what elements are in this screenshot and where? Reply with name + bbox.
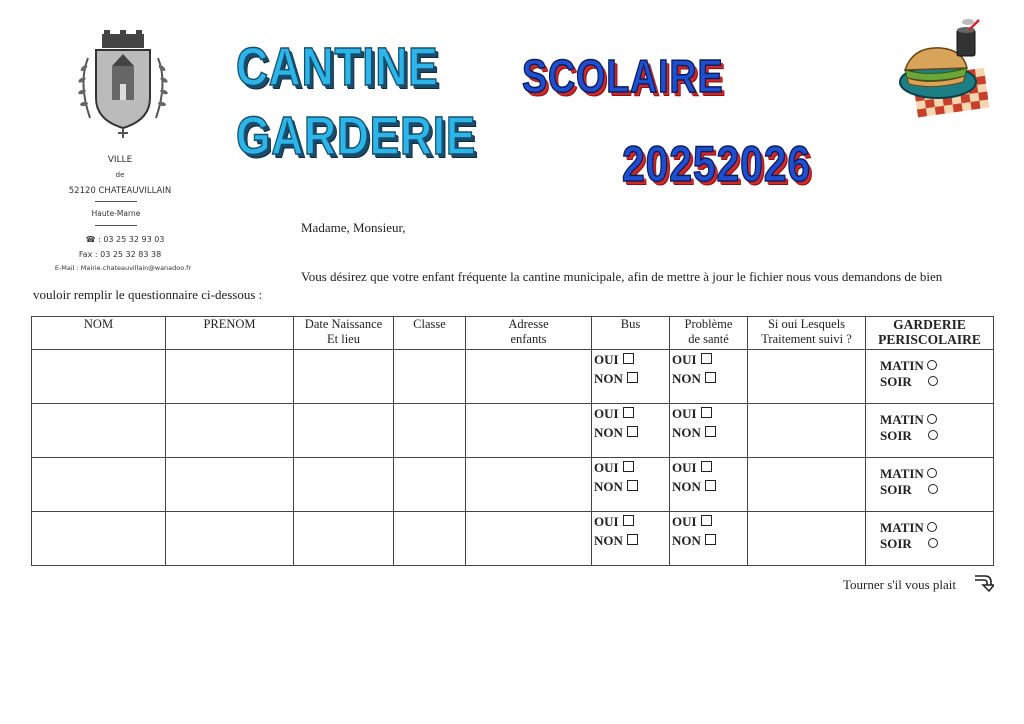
col-header-adresse: Adresse enfants: [466, 317, 592, 350]
cell-classe[interactable]: [394, 458, 466, 512]
cell-classe[interactable]: [394, 350, 466, 404]
radio-icon[interactable]: [927, 522, 937, 532]
col-header-prenom: PRENOM: [166, 317, 294, 350]
cell-nom[interactable]: [32, 350, 166, 404]
cell-nom[interactable]: [32, 404, 166, 458]
cell-classe[interactable]: [394, 404, 466, 458]
title-cantine: CANTINE: [236, 37, 439, 97]
sante-oui-option[interactable]: OUI: [670, 512, 747, 531]
bus-non-option[interactable]: NON: [592, 477, 669, 496]
cell-nom[interactable]: [32, 458, 166, 512]
checkbox-icon[interactable]: [627, 534, 638, 545]
fax-number: Fax : 03 25 32 83 38: [78, 250, 162, 259]
checkbox-icon[interactable]: [701, 353, 712, 364]
cell-prenom[interactable]: [166, 404, 294, 458]
cell-garderie: [866, 458, 994, 512]
col-header-garderie-periscolaire: GARDERIE PERISCOLAIRE: [866, 317, 994, 350]
col-header-bus: Bus: [592, 317, 670, 350]
cell-garderie: [866, 512, 994, 566]
cell-adresse[interactable]: [466, 350, 592, 404]
cell-date-naissance[interactable]: [294, 404, 394, 458]
cell-classe[interactable]: [394, 512, 466, 566]
radio-icon[interactable]: [927, 414, 937, 424]
garderie-matin-option[interactable]: MATIN: [880, 466, 993, 482]
cell-probleme-sante: [670, 458, 748, 512]
email-address: E-Mail : Mairie.chateauvillain@wanadoo.fr: [54, 264, 192, 272]
cell-prenom[interactable]: [166, 458, 294, 512]
garderie-matin-option[interactable]: MATIN: [880, 412, 993, 428]
checkbox-icon[interactable]: [623, 461, 634, 472]
divider: [95, 225, 137, 226]
checkbox-icon[interactable]: [627, 480, 638, 491]
cell-bus: [592, 350, 670, 404]
cell-date-naissance[interactable]: [294, 458, 394, 512]
bus-oui-option[interactable]: OUI: [592, 350, 669, 369]
sante-oui-option[interactable]: OUI: [670, 458, 747, 477]
col-header-nom: NOM: [32, 317, 166, 350]
title-garderie: GARDERIE: [236, 106, 477, 166]
cell-probleme-sante: [670, 350, 748, 404]
checkbox-icon[interactable]: [701, 461, 712, 472]
radio-icon[interactable]: [928, 376, 938, 386]
department: Haute-Marne: [91, 209, 141, 218]
garderie-matin-option[interactable]: MATIN: [880, 520, 993, 536]
postal-city: 52120 CHATEAUVILLAIN: [68, 186, 172, 196]
cell-probleme-sante: [670, 512, 748, 566]
sante-oui-option[interactable]: OUI: [670, 404, 747, 423]
cell-date-naissance[interactable]: [294, 512, 394, 566]
radio-icon[interactable]: [927, 468, 937, 478]
radio-icon[interactable]: [928, 430, 938, 440]
garderie-soir-option[interactable]: SOIR: [880, 374, 993, 390]
garderie-matin-option[interactable]: MATIN: [880, 358, 993, 374]
bus-non-option[interactable]: NON: [592, 369, 669, 388]
bus-non-option[interactable]: NON: [592, 531, 669, 550]
phone-number: ☎ : 03 25 32 93 03: [85, 235, 165, 244]
greeting: Madame, Monsieur,: [301, 220, 406, 235]
col-header-classe: Classe: [394, 317, 466, 350]
garderie-soir-option[interactable]: SOIR: [880, 428, 993, 444]
food-tray-icon: [893, 18, 993, 120]
checkbox-icon[interactable]: [623, 515, 634, 526]
sante-oui-option[interactable]: OUI: [670, 350, 747, 369]
checkbox-icon[interactable]: [705, 534, 716, 545]
cell-nom[interactable]: [32, 512, 166, 566]
bus-oui-option[interactable]: OUI: [592, 458, 669, 477]
bus-oui-option[interactable]: OUI: [592, 512, 669, 531]
cell-prenom[interactable]: [166, 512, 294, 566]
checkbox-icon[interactable]: [701, 407, 712, 418]
checkbox-icon[interactable]: [623, 407, 634, 418]
col-header-date-naissance: Date Naissance Et lieu: [294, 317, 394, 350]
title-year: 20252026: [622, 136, 811, 192]
cell-garderie: [866, 404, 994, 458]
table-row: [32, 350, 994, 404]
sante-non-option[interactable]: NON: [670, 531, 747, 550]
cell-bus: [592, 404, 670, 458]
table-header-row: [32, 317, 994, 350]
bus-oui-option[interactable]: OUI: [592, 404, 669, 423]
divider: [95, 201, 137, 202]
cell-adresse[interactable]: [466, 404, 592, 458]
city-coat-of-arms-icon: [76, 28, 170, 140]
turn-page-note: Tourner s'il vous plait: [843, 577, 957, 592]
intro-line-2: vouloir remplir le questionnaire ci-dessous :: [33, 287, 263, 302]
checkbox-icon[interactable]: [627, 426, 638, 437]
cell-probleme-sante: [670, 404, 748, 458]
radio-icon[interactable]: [927, 360, 937, 370]
title-scolaire: SCOLAIRE: [522, 50, 724, 102]
cell-garderie: [866, 350, 994, 404]
cell-bus: [592, 512, 670, 566]
bus-non-option[interactable]: NON: [592, 423, 669, 442]
cell-bus: [592, 458, 670, 512]
col-header-lesquels: Si oui Lesquels Traitement suivi ?: [748, 317, 866, 350]
cell-lesquels[interactable]: [748, 512, 866, 566]
checkbox-icon[interactable]: [705, 426, 716, 437]
checkbox-icon[interactable]: [705, 480, 716, 491]
table-row: [32, 404, 994, 458]
cell-date-naissance[interactable]: [294, 350, 394, 404]
checkbox-icon[interactable]: [627, 372, 638, 383]
city-label: VILLE: [107, 155, 133, 165]
cell-lesquels[interactable]: [748, 458, 866, 512]
radio-icon[interactable]: [928, 538, 938, 548]
cell-adresse[interactable]: [466, 458, 592, 512]
table-row: [32, 458, 994, 512]
garderie-soir-option[interactable]: SOIR: [880, 482, 993, 498]
cell-prenom[interactable]: [166, 350, 294, 404]
intro-line-1: Vous désirez que votre enfant fréquente la cantine municipale, afin de mettre à jour le fichier nous vous demandons de bien: [301, 269, 943, 284]
table-row: [32, 512, 994, 566]
cell-lesquels[interactable]: [748, 350, 866, 404]
radio-icon[interactable]: [928, 484, 938, 494]
checkbox-icon[interactable]: [705, 372, 716, 383]
sante-non-option[interactable]: NON: [670, 369, 747, 388]
col-header-probleme-sante: Problème de santé: [670, 317, 748, 350]
sante-non-option[interactable]: NON: [670, 423, 747, 442]
checkbox-icon[interactable]: [623, 353, 634, 364]
sante-non-option[interactable]: NON: [670, 477, 747, 496]
city-de: de: [115, 171, 125, 179]
turn-page-arrow-icon: [972, 573, 994, 593]
cell-lesquels[interactable]: [748, 404, 866, 458]
enrollment-form-table: [31, 316, 994, 566]
cell-adresse[interactable]: [466, 512, 592, 566]
garderie-soir-option[interactable]: SOIR: [880, 536, 993, 552]
checkbox-icon[interactable]: [701, 515, 712, 526]
